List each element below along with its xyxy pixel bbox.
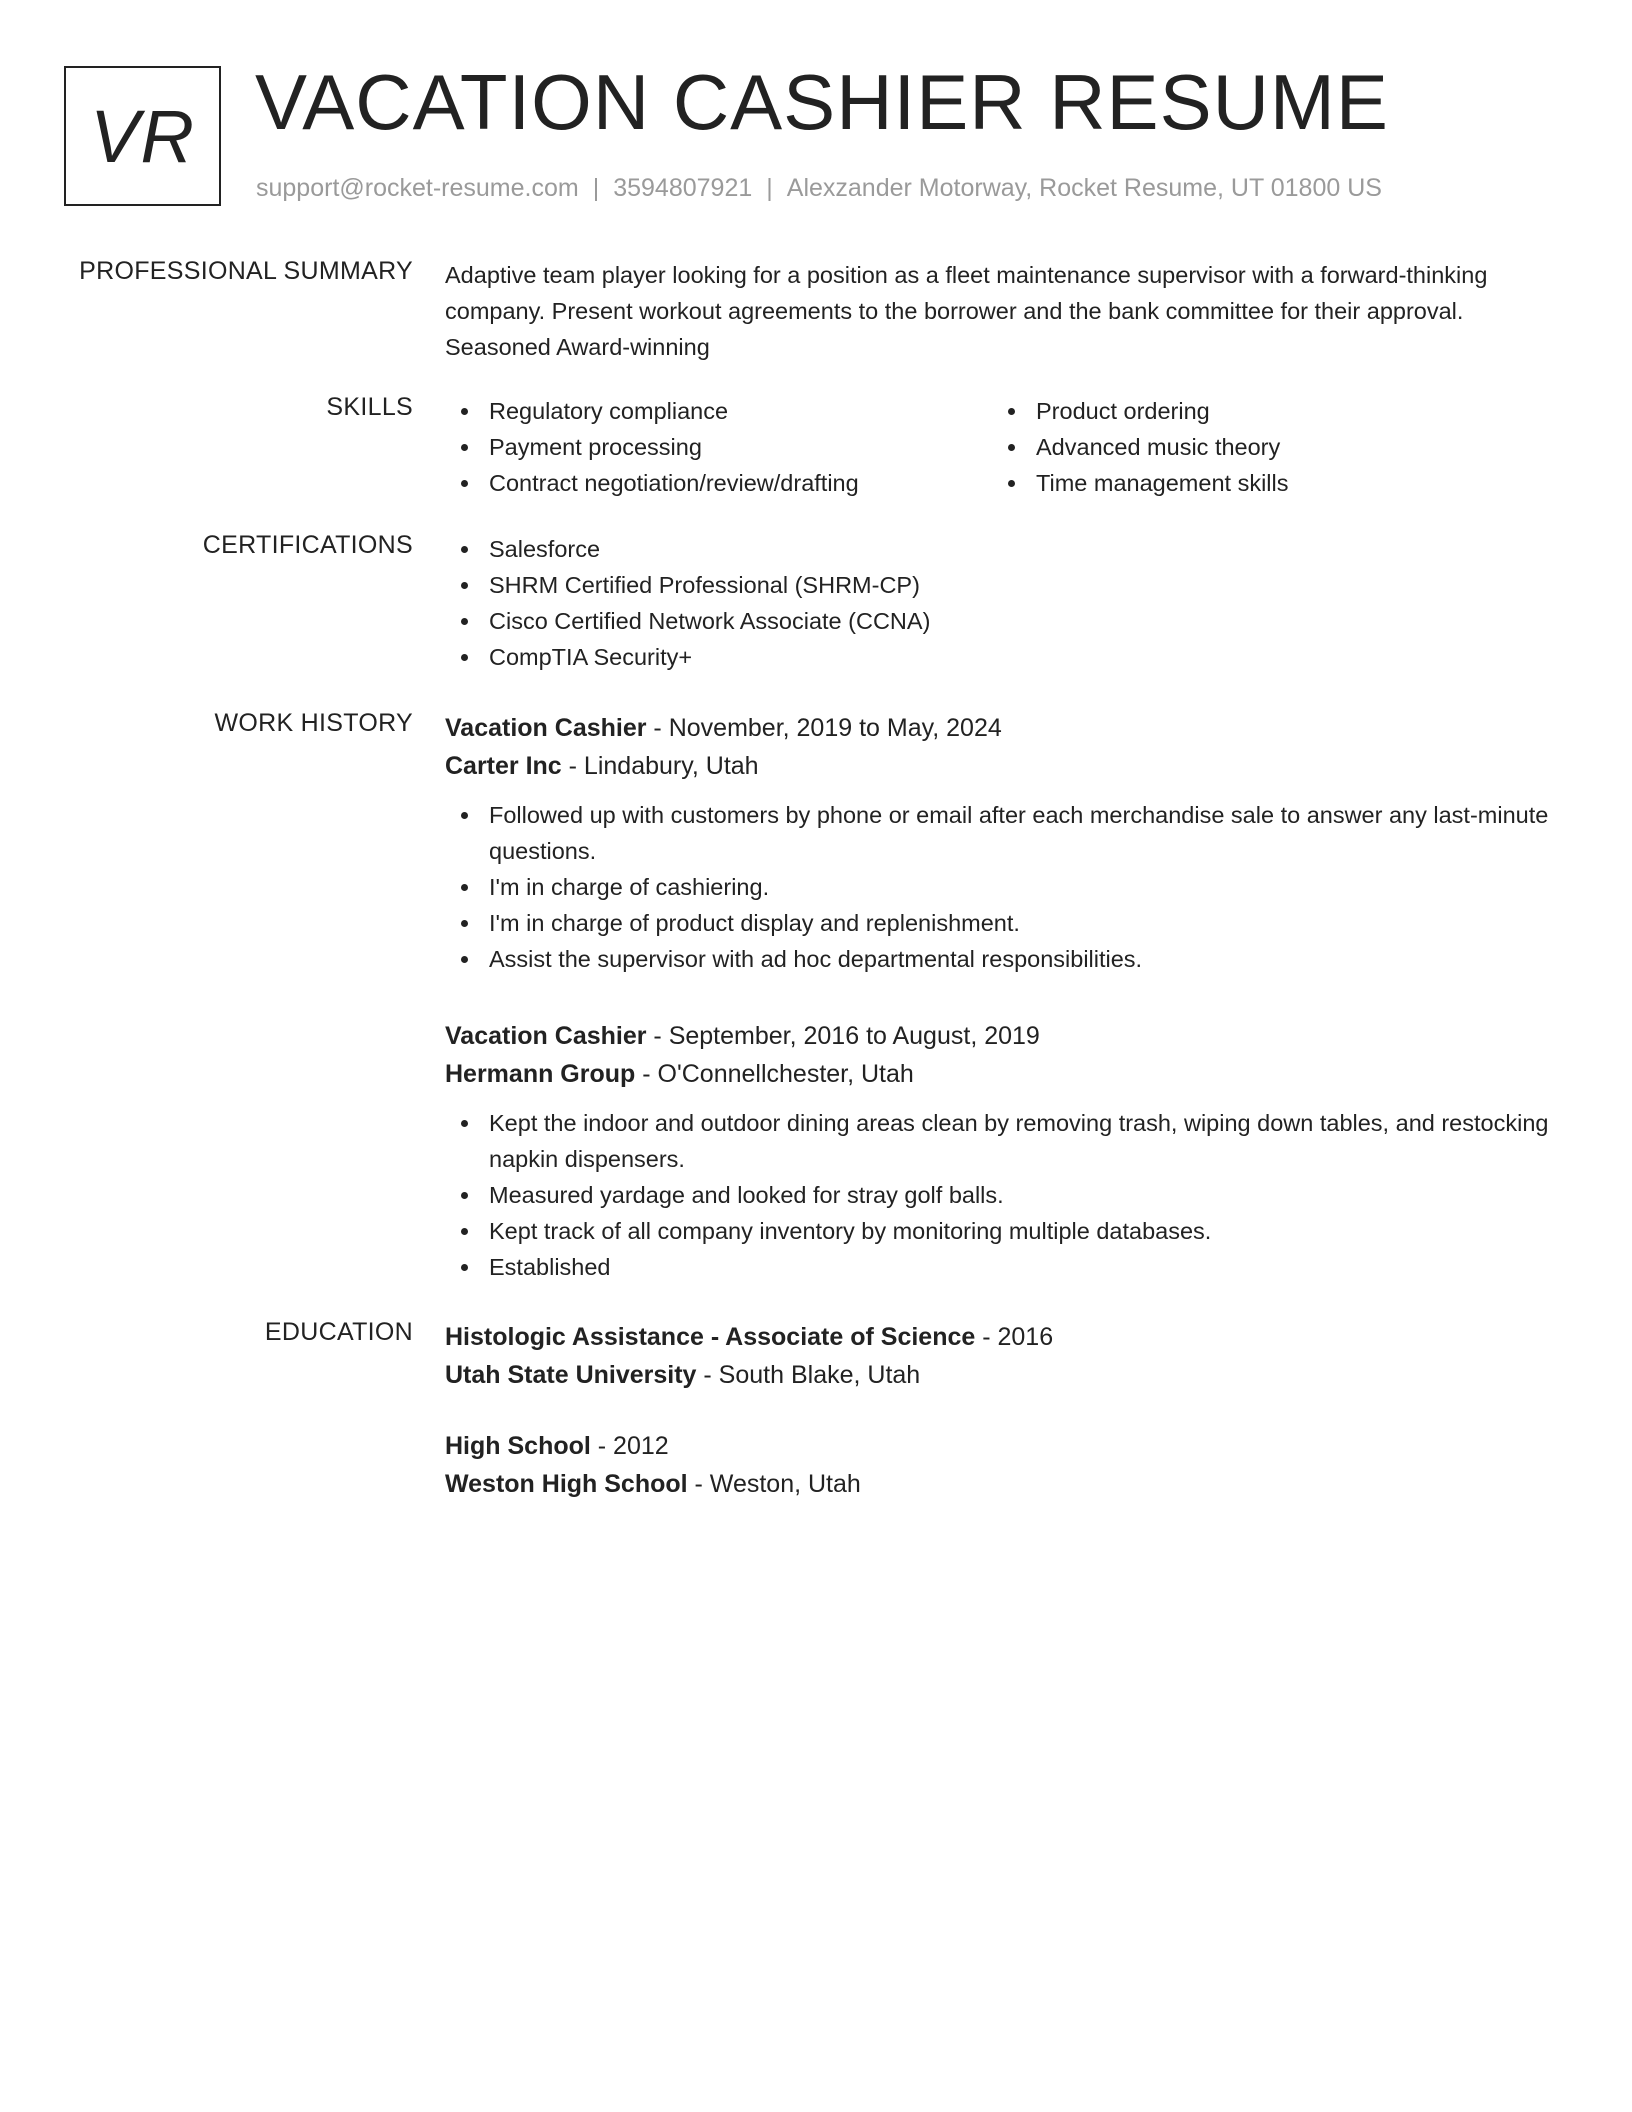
contact-address: Alexzander Motorway, Rocket Resume, UT 01800 US — [786, 174, 1382, 202]
certifications-list — [445, 531, 1570, 675]
education-school: Weston High School — [445, 1470, 688, 1498]
list-item: Measured yardage and looked for stray golf balls. — [445, 1177, 1570, 1213]
list-item: Kept the indoor and outdoor dining areas clean by removing trash, wiping down tables, and restocking napkin dispensers. — [445, 1105, 1570, 1177]
monogram-logo: VR — [64, 66, 221, 206]
summary-text: Adaptive team player looking for a position as a fleet maintenance supervisor with a forward-thinking company. Present workout agreements to the borrower and the bank committee for their approval. Seasoned Award-winning — [445, 262, 1488, 360]
contact-phone: 3594807921 — [613, 174, 753, 202]
job-bullets — [445, 1105, 1570, 1285]
section-heading-work-history: WORK HISTORY — [214, 709, 413, 737]
education-degree-line — [445, 1427, 1570, 1465]
section-heading-skills: SKILLS — [326, 393, 413, 421]
education-body — [445, 1318, 1570, 1503]
section-heading-education: EDUCATION — [264, 1318, 413, 1346]
education-degree: High School — [445, 1432, 591, 1460]
list-item: I'm in charge of product display and replenishment. — [445, 905, 1570, 941]
education-location: - Weston, Utah — [687, 1470, 861, 1498]
summary-body — [445, 257, 1570, 365]
skills-list-left — [445, 393, 992, 501]
list-item: Assist the supervisor with ad hoc departmental responsibilities. — [445, 941, 1570, 977]
page-title: VACATION CASHIER RESUME — [255, 58, 1389, 146]
job-title: Vacation Cashier — [445, 714, 647, 742]
contact-email: support@rocket-resume.com — [256, 174, 579, 202]
contact-separator: | — [592, 174, 600, 202]
skills-list-right — [992, 393, 1539, 501]
certifications-body — [445, 531, 1570, 675]
job-company-line — [445, 747, 1570, 785]
section-heading-certifications: CERTIFICATIONS — [202, 531, 413, 559]
list-item: Time management skills — [992, 465, 1539, 501]
list-item: I'm in charge of cashiering. — [445, 869, 1570, 905]
work-history-body — [445, 709, 1570, 1285]
section-heading-summary: PROFESSIONAL SUMMARY — [79, 257, 413, 285]
job-entry — [445, 709, 1570, 977]
contact-line — [256, 174, 1382, 203]
list-item: CompTIA Security+ — [445, 639, 1570, 675]
education-degree: Histologic Assistance - Associate of Science — [445, 1323, 976, 1351]
job-title: Vacation Cashier — [445, 1022, 647, 1050]
education-year: - 2016 — [975, 1323, 1054, 1351]
list-item: Established — [445, 1249, 1570, 1285]
list-item: Followed up with customers by phone or email after each merchandise sale to answer any last-minute questions. — [445, 797, 1570, 869]
list-item: Advanced music theory — [992, 429, 1539, 465]
job-dates: - November, 2019 to May, 2024 — [646, 714, 1002, 742]
list-item: Kept track of all company inventory by monitoring multiple databases. — [445, 1213, 1570, 1249]
job-location: - Lindabury, Utah — [561, 752, 759, 780]
list-item: SHRM Certified Professional (SHRM-CP) — [445, 567, 1570, 603]
list-item: Contract negotiation/review/drafting — [445, 465, 992, 501]
job-company: Hermann Group — [445, 1060, 636, 1088]
job-title-line — [445, 1017, 1570, 1055]
job-entry — [445, 1017, 1570, 1285]
education-year: - 2012 — [590, 1432, 669, 1460]
list-item: Product ordering — [992, 393, 1539, 429]
list-item: Regulatory compliance — [445, 393, 992, 429]
job-title-line — [445, 709, 1570, 747]
job-company: Carter Inc — [445, 752, 562, 780]
education-entry — [445, 1318, 1570, 1394]
contact-separator: | — [766, 174, 773, 202]
job-company-line — [445, 1055, 1570, 1093]
list-item: Payment processing — [445, 429, 992, 465]
education-school-line — [445, 1465, 1570, 1503]
list-item: Salesforce — [445, 531, 1570, 567]
education-location: - South Blake, Utah — [696, 1361, 921, 1389]
education-school: Utah State University — [445, 1361, 697, 1389]
skills-body — [445, 393, 1570, 501]
job-dates: - September, 2016 to August, 2019 — [646, 1022, 1040, 1050]
education-school-line — [445, 1356, 1570, 1394]
list-item: Cisco Certified Network Associate (CCNA) — [445, 603, 1570, 639]
job-bullets — [445, 797, 1570, 977]
education-entry — [445, 1427, 1570, 1503]
job-location: - O'Connellchester, Utah — [635, 1060, 914, 1088]
education-degree-line — [445, 1318, 1570, 1356]
